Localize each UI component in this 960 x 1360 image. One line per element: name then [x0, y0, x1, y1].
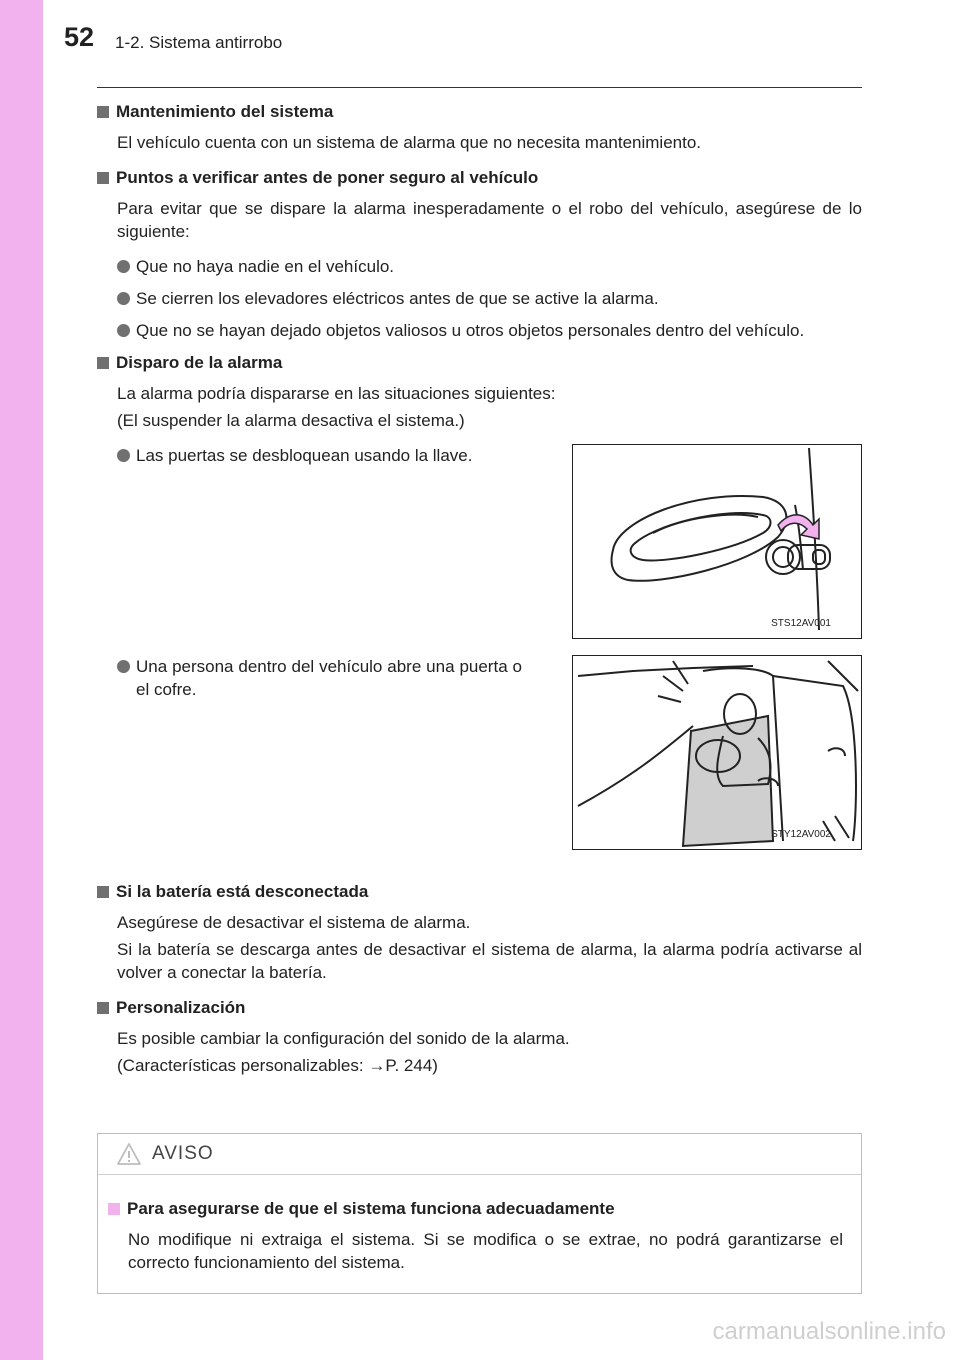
text-personalizacion-1: Es posible cambiar la configuración del sonido de la alarma. — [117, 1029, 570, 1048]
circle-bullet-icon — [117, 449, 130, 462]
circle-bullet-icon — [117, 260, 130, 273]
square-bullet-icon — [97, 106, 109, 118]
heading-disparo: Disparo de la alarma — [97, 351, 862, 374]
text-mantenimiento: El vehículo cuenta con un sistema de alarma que no necesita mantenimiento. — [117, 133, 702, 152]
square-bullet-icon — [97, 1002, 109, 1014]
aviso-text: No modifique ni extraiga el sistema. Si se modifica o se extrae, no podrá garantizarse el correcto funcionamiento del sistema. — [128, 1230, 843, 1272]
text-disparo-2: (El suspender la alarma desactiva el sistema.) — [117, 411, 465, 430]
text-bateria-2: Si la batería se descarga antes de desactivar el sistema de alarma, la alarma podría activarse al volver a conectar la batería. — [117, 940, 862, 982]
square-bullet-icon — [97, 172, 109, 184]
section-title: 1-2. Sistema antirrobo — [115, 33, 283, 52]
figure-row-key — [97, 444, 862, 639]
key-unlock-illustration — [572, 444, 862, 639]
aviso-title: AVISO — [152, 1143, 214, 1164]
text-puntos: Para evitar que se dispare la alarma inesperadamente o el robo del vehículo, asegúrese de lo siguiente: — [117, 199, 862, 241]
list-item: Que no haya nadie en el vehículo. — [97, 255, 862, 278]
circle-bullet-icon — [117, 660, 130, 673]
circle-bullet-icon — [117, 324, 130, 337]
text-bateria-1: Asegúrese de desactivar el sistema de alarma. — [117, 913, 471, 932]
list-item: Que no se hayan dejado objetos valiosos u otros objetos personales dentro del vehículo. — [97, 319, 862, 342]
door-open-illustration — [572, 655, 862, 850]
door-handle-key-icon — [573, 445, 861, 638]
square-bullet-icon — [97, 886, 109, 898]
list-item: Una persona dentro del vehículo abre una puerta o el cofre. — [97, 655, 522, 701]
watermark: carmanualsonline.info — [712, 1318, 946, 1345]
warning-triangle-icon — [116, 1142, 142, 1166]
list-item: Las puertas se desbloquean usando la llave. — [97, 444, 522, 467]
heading-bateria: Si la batería está desconectada — [97, 880, 862, 903]
image-id: STY12AV002 — [771, 829, 831, 840]
main-content — [97, 100, 862, 1089]
square-bullet-icon — [108, 1203, 120, 1215]
aviso-warning-box — [97, 1133, 862, 1294]
aviso-heading: Para asegurarse de que el sistema funciona adecuadamente — [108, 1197, 843, 1220]
aviso-body — [98, 1175, 861, 1274]
text-disparo-1: La alarma podría dispararse en las situaciones siguientes: — [117, 384, 556, 403]
header-rule — [97, 87, 862, 88]
page-number: 52 — [64, 22, 95, 52]
person-opening-door-icon — [573, 656, 861, 849]
image-id: STS12AV001 — [771, 618, 831, 629]
aviso-header — [98, 1134, 861, 1175]
heading-puntos: Puntos a verificar antes de poner seguro al vehículo — [97, 166, 862, 189]
side-color-band — [0, 0, 43, 1360]
square-bullet-icon — [97, 357, 109, 369]
circle-bullet-icon — [117, 292, 130, 305]
text-personalizacion-2: (Características personalizables: →P. 244) — [117, 1056, 438, 1075]
list-item: Se cierren los elevadores eléctricos antes de que se active la alarma. — [97, 287, 862, 310]
heading-mantenimiento: Mantenimiento del sistema — [97, 100, 862, 123]
heading-personalizacion: Personalización — [97, 996, 862, 1019]
figure-row-door — [97, 655, 862, 850]
